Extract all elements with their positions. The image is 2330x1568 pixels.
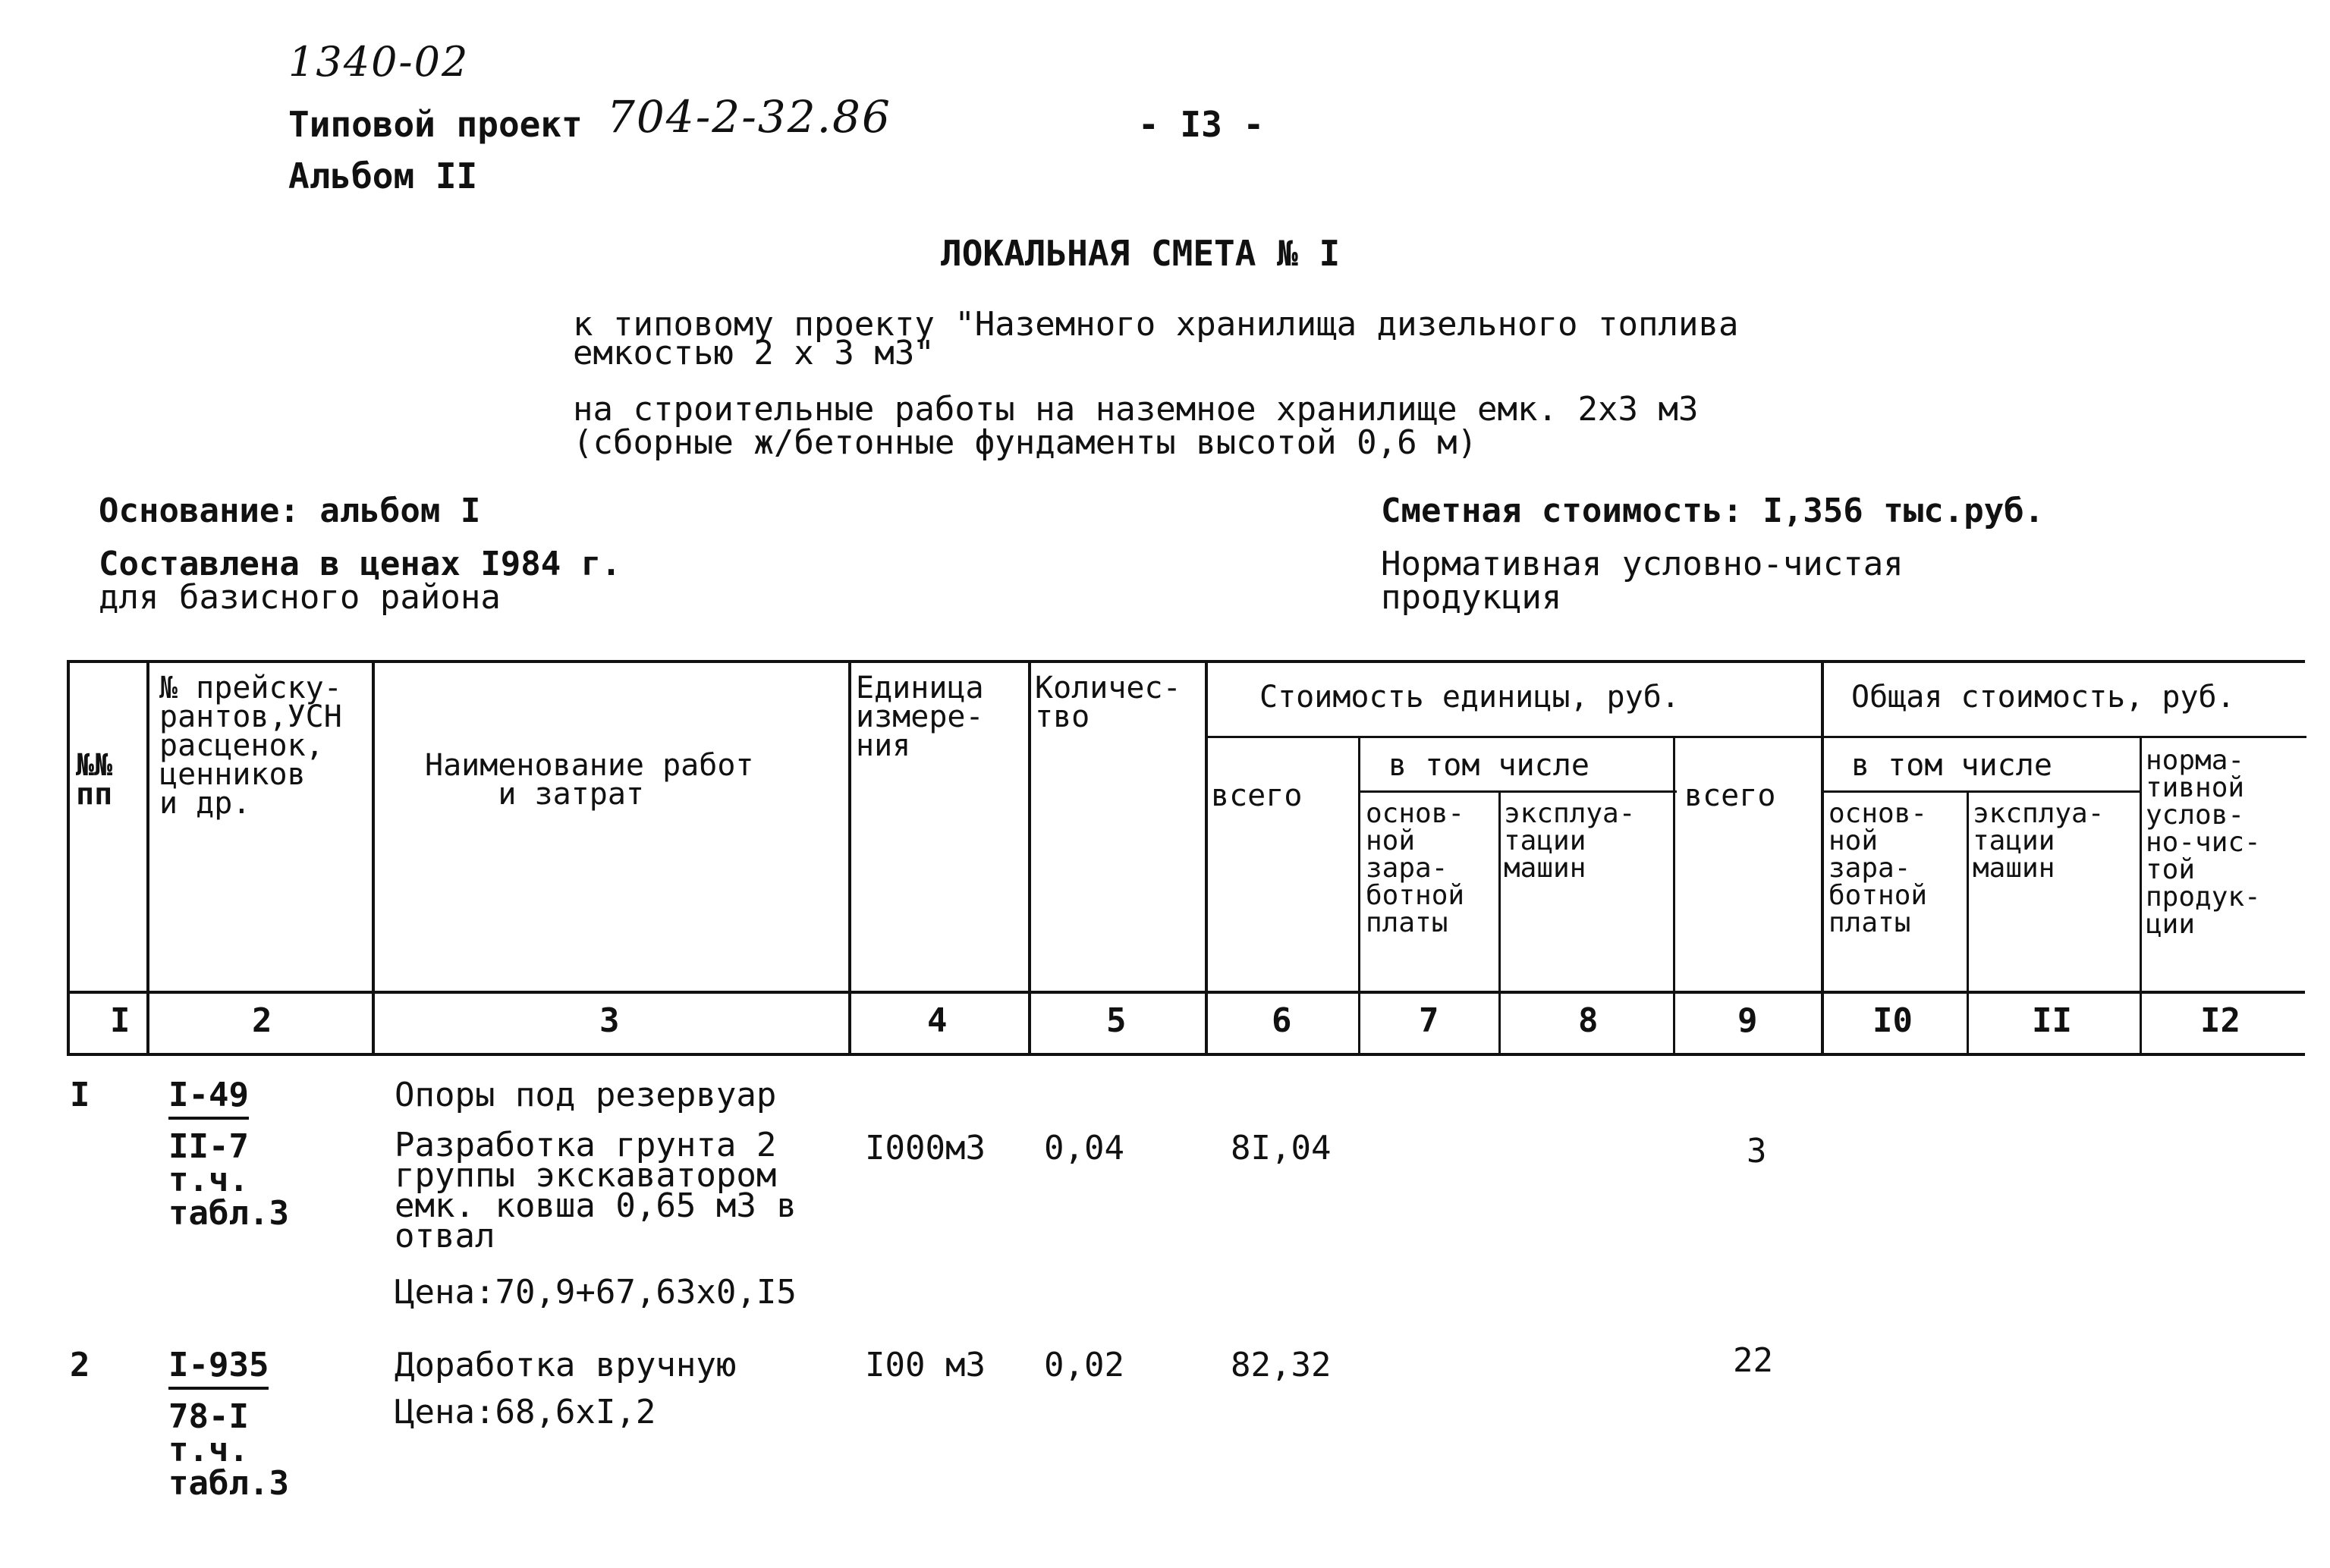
- row-unit-total: 82,32: [1231, 1346, 1332, 1384]
- col-number-8: 8: [1578, 1001, 1599, 1040]
- subtitle-line-3: на строительные работы на наземное хранилище емк. 2х3 м3: [573, 390, 1699, 429]
- header-col-work-name: Наименование работ и затрат: [425, 748, 754, 812]
- col-number-1: I: [110, 1001, 130, 1040]
- col-number-10: I0: [1872, 1001, 1913, 1040]
- col-number-9: 9: [1737, 1001, 1758, 1040]
- album-label: Альбом II: [288, 156, 478, 196]
- vline-8: [1673, 736, 1675, 1054]
- row-code-details: II-7 т.ч. табл.3: [168, 1127, 289, 1233]
- header-total-machines: эксплуа- тации машин: [1973, 798, 2105, 884]
- row-quantity: 0,02: [1044, 1346, 1124, 1384]
- header-unit-total: всего: [1211, 778, 1303, 813]
- vline-9: [1821, 660, 1824, 1054]
- document-title: ЛОКАЛЬНАЯ СМЕТА № I: [941, 233, 1341, 274]
- row-total: 22: [1733, 1341, 1773, 1380]
- row-price-note: Цена:68,6хI,2: [395, 1393, 656, 1431]
- vline-7: [1498, 790, 1501, 1054]
- row-price-note: Цена:70,9+67,63х0,I5: [395, 1273, 797, 1312]
- col-number-11: II: [2032, 1001, 2072, 1040]
- header-col-pricelist: № прейску- рантов,УСН расценок, ценников и др.: [159, 671, 342, 821]
- row-heading: Опоры под резервуар: [395, 1076, 777, 1114]
- estimated-cost: Сметная стоимость: I,356 тыс.руб.: [1381, 492, 2045, 530]
- row-code-underlined: I-49: [168, 1077, 249, 1120]
- row-total: 3: [1747, 1132, 1767, 1171]
- vline-4: [1028, 660, 1031, 1054]
- header-unit-wages: основ- ной зара- ботной платы: [1366, 798, 1465, 938]
- col-number-5: 5: [1106, 1001, 1127, 1040]
- compiled-line-1: Составлена в ценах I984 г.: [99, 545, 621, 583]
- col-number-4: 4: [927, 1001, 948, 1040]
- header-unit-incl: в том числе: [1388, 748, 1589, 783]
- row-code-main: [168, 1077, 249, 1120]
- header-total-wages: основ- ной зара- ботной платы: [1828, 798, 1928, 938]
- project-number: 704-2-32.86: [607, 91, 891, 143]
- col-number-12: I2: [2200, 1001, 2240, 1040]
- table-header-separator: [67, 991, 2305, 994]
- subtitle-line-2: емкостью 2 х 3 м3": [573, 334, 935, 372]
- row-work-name: Доработка вручную: [395, 1346, 737, 1384]
- subtitle-line-1: к типовому проекту "Наземного хранилища дизельного топлива: [573, 305, 1739, 344]
- header-unit-cost: Стоимость единицы, руб.: [1259, 680, 1680, 715]
- header-col-quantity: Количес- тво: [1035, 671, 1181, 734]
- header-col-unit: Единица измере- ния: [856, 671, 984, 763]
- row-work-name: Разработка грунта 2 группы экскаватором емк. ковша 0,65 м3 в отвал: [395, 1126, 797, 1255]
- vline-3: [848, 660, 851, 1054]
- col-number-7: 7: [1419, 1001, 1439, 1040]
- row-number: I: [70, 1076, 90, 1114]
- header-total-cost: Общая стоимость, руб.: [1851, 680, 2235, 715]
- header-col-number: №№ пп: [76, 748, 113, 812]
- vline-2: [372, 660, 375, 1054]
- header-normative: норма- тивной услов- но-чис- той продук- ции: [2146, 745, 2261, 940]
- page-number: - I3 -: [1138, 104, 1265, 145]
- row-code-underlined: I-935: [168, 1347, 269, 1390]
- row-unit: I00 м3: [865, 1346, 986, 1384]
- table-top-border: [67, 660, 2305, 663]
- total-cost-sub-line: [1821, 736, 2306, 738]
- row-quantity: 0,04: [1044, 1129, 1124, 1167]
- table-numbers-separator: [67, 1053, 2305, 1056]
- vline-left: [67, 660, 70, 1054]
- vline-6: [1358, 736, 1360, 1054]
- row-code-details: 78-I т.ч. табл.3: [168, 1397, 289, 1503]
- unit-cost-sub-line: [1206, 736, 1821, 738]
- project-label: Типовой проект: [288, 104, 583, 145]
- header-total-incl: в том числе: [1851, 748, 2052, 783]
- header-unit-machines: эксплуа- тации машин: [1504, 798, 1636, 884]
- vline-10: [1967, 790, 1969, 1054]
- col-number-3: 3: [599, 1001, 620, 1040]
- vline-5: [1205, 660, 1208, 1054]
- subtitle-line-4: (сборные ж/бетонные фундаменты высотой 0,6 м): [573, 423, 1478, 462]
- col-number-2: 2: [252, 1001, 272, 1040]
- vline-1: [146, 660, 149, 1054]
- compiled-line-2: для базисного района: [99, 578, 501, 617]
- unit-incl-sub-line: [1360, 790, 1677, 793]
- vline-11: [2140, 736, 2142, 1054]
- header-total-all: всего: [1684, 778, 1776, 813]
- normative-line-2: продукция: [1381, 578, 1562, 617]
- row-code-main: [168, 1347, 269, 1390]
- row-unit: I000м3: [865, 1129, 986, 1167]
- handwritten-code: 1340-02: [288, 38, 470, 86]
- row-number: 2: [70, 1346, 90, 1384]
- total-incl-sub-line: [1821, 790, 2140, 793]
- row-unit-total: 8I,04: [1231, 1129, 1332, 1167]
- normative-line-1: Нормативная условно-чистая: [1381, 545, 1904, 583]
- col-number-6: 6: [1272, 1001, 1292, 1040]
- basis-text: Основание: альбом I: [99, 492, 481, 530]
